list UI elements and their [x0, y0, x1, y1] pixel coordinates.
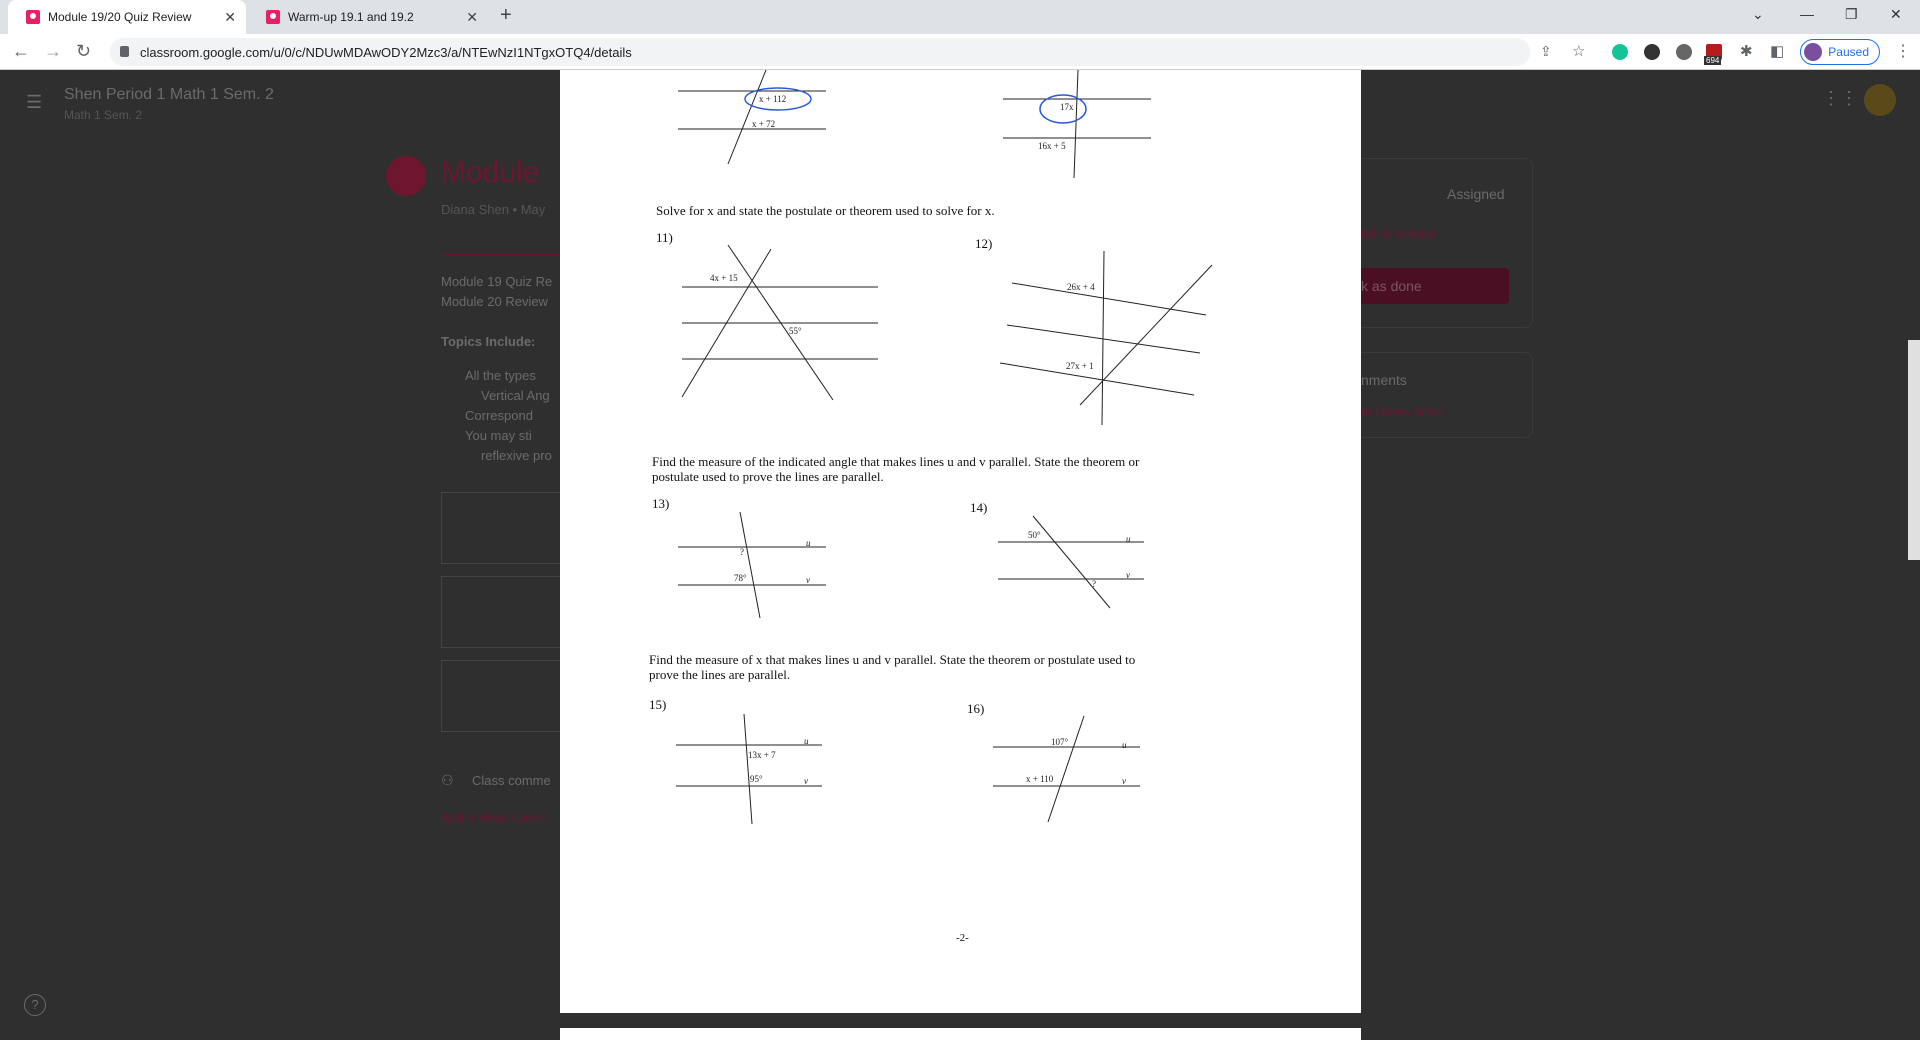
help-icon[interactable]: ? — [24, 994, 46, 1016]
bullet-2: Vertical Ang — [481, 388, 550, 403]
line-label-v: v — [1126, 570, 1130, 580]
angle-label: 4x + 15 — [710, 273, 738, 283]
worksheet-page — [560, 70, 1361, 1013]
angle-label: x + 72 — [752, 119, 776, 129]
angle-label: ? — [740, 547, 744, 557]
close-window-icon[interactable]: ✕ — [1890, 6, 1902, 22]
angle-label: 13x + 7 — [748, 750, 776, 760]
tab-module-quiz-review[interactable] — [8, 0, 246, 34]
angle-label: 27x + 1 — [1066, 361, 1094, 371]
transversal-line — [1048, 716, 1084, 822]
worksheet-next-page — [560, 1028, 1361, 1040]
transversal-line — [728, 70, 766, 164]
problem-number: 13) — [652, 496, 670, 511]
angle-label: 26x + 4 — [1067, 282, 1095, 292]
address-bar[interactable] — [110, 38, 1530, 66]
reload-icon[interactable]: ↻ — [76, 41, 92, 61]
attachment-thumbnail[interactable] — [441, 492, 561, 564]
new-tab-button[interactable]: + — [500, 4, 512, 26]
line-label-v: v — [1122, 776, 1126, 786]
problem-number: 12) — [975, 236, 993, 251]
section-instructions: Solve for x and state the postulate or theorem used to solve for x. — [656, 203, 995, 218]
back-icon[interactable]: ← — [12, 41, 30, 61]
hamburger-menu-icon[interactable]: ☰ — [26, 92, 43, 112]
classroom-favicon-icon — [266, 10, 280, 24]
star-icon[interactable]: ☆ — [1572, 43, 1586, 60]
angle-label: ? — [1092, 579, 1096, 589]
add-private-comment-link[interactable]: to Diana Shen — [1361, 404, 1444, 419]
forward-icon[interactable]: → — [44, 41, 62, 61]
problem-number: 11) — [656, 230, 673, 245]
problem-number: 16) — [967, 701, 985, 716]
mark-as-done-label: k as done — [1361, 278, 1422, 294]
topics-heading: Topics Include: — [441, 334, 536, 349]
browser-tab-strip — [0, 0, 1920, 34]
bullet-1: All the types — [465, 368, 536, 383]
bullet-3: Correspond — [465, 408, 533, 423]
class-comments-label: Class comme — [472, 773, 551, 788]
extensions-puzzle-icon[interactable]: ✱ — [1740, 43, 1753, 60]
transversal-line — [1080, 265, 1212, 405]
share-icon[interactable]: ⇪ — [1540, 43, 1552, 59]
close-icon[interactable]: ✕ — [466, 8, 478, 25]
transversal-line — [1074, 70, 1078, 178]
problems-11-12-svg — [560, 235, 1361, 435]
private-comments-card — [1361, 352, 1533, 438]
section-instructions-line-2: prove the lines are parallel. — [649, 667, 791, 682]
angle-label: 55° — [789, 326, 802, 336]
side-panel-icon[interactable]: ◧ — [1770, 43, 1785, 60]
assignment-icon — [386, 156, 426, 196]
class-name[interactable]: Shen Period 1 Math 1 Sem. 2 — [64, 86, 274, 103]
section-instructions-line-1: Find the measure of x that makes lines u and v parallel. State the theorem or postulate used to — [649, 652, 1136, 667]
problem-number: 14) — [970, 500, 988, 515]
angle-label: 16x + 5 — [1038, 141, 1066, 151]
grammarly-icon[interactable] — [1612, 44, 1628, 60]
line-label-v: v — [804, 776, 808, 786]
top-figures-svg — [560, 70, 1361, 180]
profile-button[interactable] — [1800, 39, 1880, 65]
attachment-thumbnail[interactable] — [441, 576, 561, 648]
restore-icon[interactable]: ❐ — [1845, 6, 1858, 22]
tab-warm-up[interactable] — [248, 0, 488, 34]
tab-search-icon[interactable]: ⌄ — [1752, 6, 1764, 22]
angle-label: 78° — [734, 573, 747, 583]
scrollbar[interactable] — [1908, 340, 1920, 560]
private-comments-label: nments — [1361, 372, 1407, 388]
profile-label: Paused — [1828, 45, 1869, 59]
angle-label: 17x — [1060, 102, 1074, 112]
bullet-5: reflexive pro — [481, 448, 552, 463]
page-number: -2- — [956, 932, 969, 944]
url-text: classroom.google.com/u/0/c/NDUwMDAwODY2Mzc3/a/NTEwNzI1NTgxOTQ4/details — [140, 44, 632, 60]
class-subtitle: Math 1 Sem. 2 — [64, 108, 143, 122]
extension-search-icon[interactable] — [1644, 44, 1660, 60]
line-label-u: u — [804, 736, 809, 746]
class-comments-icon: ⚇ — [441, 772, 454, 788]
apps-grid-icon[interactable]: ⋮⋮ — [1822, 88, 1858, 108]
transversal-line — [744, 714, 752, 824]
assignment-title: Module — [441, 156, 540, 189]
angle-label: 95° — [750, 774, 763, 784]
description-line-1: Module 19 Quiz Re — [441, 274, 553, 289]
divider — [441, 254, 561, 255]
transversal-line — [1102, 251, 1104, 425]
line-label-v: v — [806, 575, 810, 585]
section-instructions-line-2: postulate used to prove the lines are parallel. — [652, 469, 884, 484]
add-class-comment-link[interactable]: Add a class comm — [441, 810, 548, 825]
transversal-line — [1033, 516, 1110, 608]
tab-title: Module 19/20 Quiz Review — [48, 10, 192, 24]
add-or-create-button[interactable]: dd or create — [1361, 225, 1436, 241]
account-avatar[interactable] — [1864, 84, 1896, 116]
line-label-u: u — [806, 538, 811, 548]
angle-label: 50° — [1028, 530, 1041, 540]
angle-label: x + 110 — [1026, 774, 1054, 784]
parallel-line — [1012, 283, 1206, 315]
minimize-icon[interactable]: — — [1800, 6, 1814, 22]
mark-as-done-button[interactable] — [1361, 268, 1509, 304]
extension-badge-count: 694 — [1706, 56, 1720, 65]
line-label-u: u — [1126, 534, 1131, 544]
section-instructions-line-1: Find the measure of the indicated angle that makes lines u and v parallel. State the theorem or — [652, 454, 1140, 469]
angle-label: x + 112 — [759, 94, 787, 104]
angle-label: 107° — [1051, 737, 1069, 747]
browser-toolbar — [0, 34, 1920, 70]
parallel-line — [1000, 363, 1194, 395]
line-label-u: u — [1122, 740, 1127, 750]
author-line: Diana Shen • May — [441, 202, 546, 217]
problem-number: 15) — [649, 697, 667, 712]
problems-13-14-svg — [560, 500, 1361, 620]
menu-kebab-icon[interactable]: ⋮ — [1895, 43, 1911, 60]
lock-icon — [120, 46, 129, 57]
close-icon[interactable]: ✕ — [224, 8, 236, 25]
avatar — [1804, 43, 1822, 61]
description-line-2: Module 20 Review — [441, 294, 548, 309]
transversal-line — [740, 512, 760, 618]
tab-title: Warm-up 19.1 and 19.2 — [288, 10, 414, 24]
attachment-thumbnail[interactable] — [441, 660, 561, 732]
status-badge: Assigned — [1447, 186, 1505, 202]
classroom-favicon-icon — [26, 10, 40, 24]
extension-globe-icon[interactable] — [1676, 44, 1692, 60]
bullet-4: You may sti — [465, 428, 532, 443]
problems-15-16-svg — [560, 706, 1361, 826]
